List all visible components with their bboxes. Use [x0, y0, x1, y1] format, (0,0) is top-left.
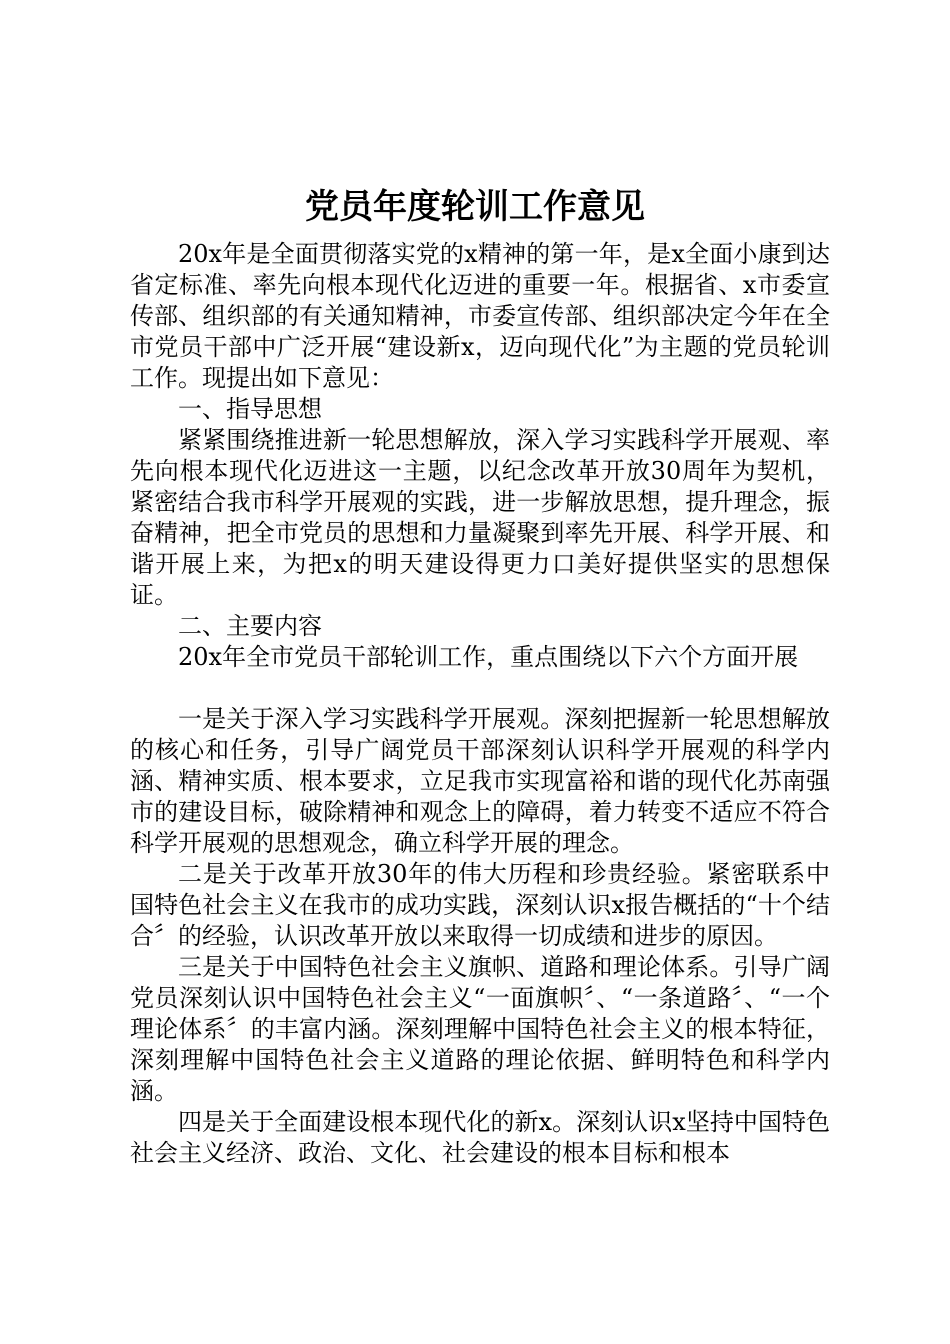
intro-paragraph: 20x年是全面贯彻落实党的x精神的第一年，是x全面小康到达省定标准、率先向根本现代化迈进的重要一年。根据省、x市委宣传部、组织部的有关通知精神，市委宣传部、组织部决定今年在全市党员干部中广泛开展“建设新x，迈向现代化”为主题的党员轮训工作。现提出如下意见： — [130, 240, 830, 392]
guiding-thought-paragraph: 紧紧围绕推进新一轮思想解放，深入学习实践科学开展观、率先向根本现代化迈进这一主题，以纪念改革开放30周年为契机，紧密结合我市科学开展观的实践，进一步解放思想，提升理念，振奋精神，把全市党员的思想和力量凝聚到率先开展、科学开展、和谐开展上来，为把x的明天建设得更力口美好提供坚实的思想保证。 — [130, 426, 830, 609]
document-body — [130, 239, 830, 1169]
section-heading-guiding-thought: 一、指导思想 — [178, 395, 322, 423]
content-item-2: 二是关于改革开放30年的伟大历程和珍贵经验。紧密联系中国特色社会主义在我市的成功实践，深刻认识x报告概括的“十个结合〞的经验，认识改革开放以来取得一切成绩和进步的原因。 — [130, 860, 830, 950]
content-item-4: 四是关于全面建设根本现代化的新x。深刻认识x坚持中国特色社会主义经济、政治、文化、社会建设的根本目标和根本 — [130, 1108, 830, 1167]
blank-line — [130, 673, 830, 704]
section-heading-main-content: 二、主要内容 — [178, 612, 322, 640]
document-title: 党员年度轮训工作意见 — [305, 187, 645, 227]
main-content-intro-paragraph: 20x年全市党员干部轮训工作，重点围绕以下六个方面开展 — [178, 643, 799, 671]
content-item-3: 三是关于中国特色社会主义旗帜、道路和理论体系。引导广阔党员深刻认识中国特色社会主义“一面旗帜〞、“一条道路〞、“一个理论体系〞的丰富内涵。深刻理解中国特色社会主义的根本特征，深刻理解中国特色社会主义道路的理论依据、鲜明特色和科学内涵。 — [130, 953, 830, 1105]
content-item-1: 一是关于深入学习实践科学开展观。深刻把握新一轮思想解放的核心和任务，引导广阔党员干部深刻认识科学开展观的科学内涵、精神实质、根本要求，立足我市实现富裕和谐的现代化苏南强市的建设目标，破除精神和观念上的障碍，着力转变不适应不符合科学开展观的思想观念，确立科学开展的理念。 — [130, 705, 830, 857]
